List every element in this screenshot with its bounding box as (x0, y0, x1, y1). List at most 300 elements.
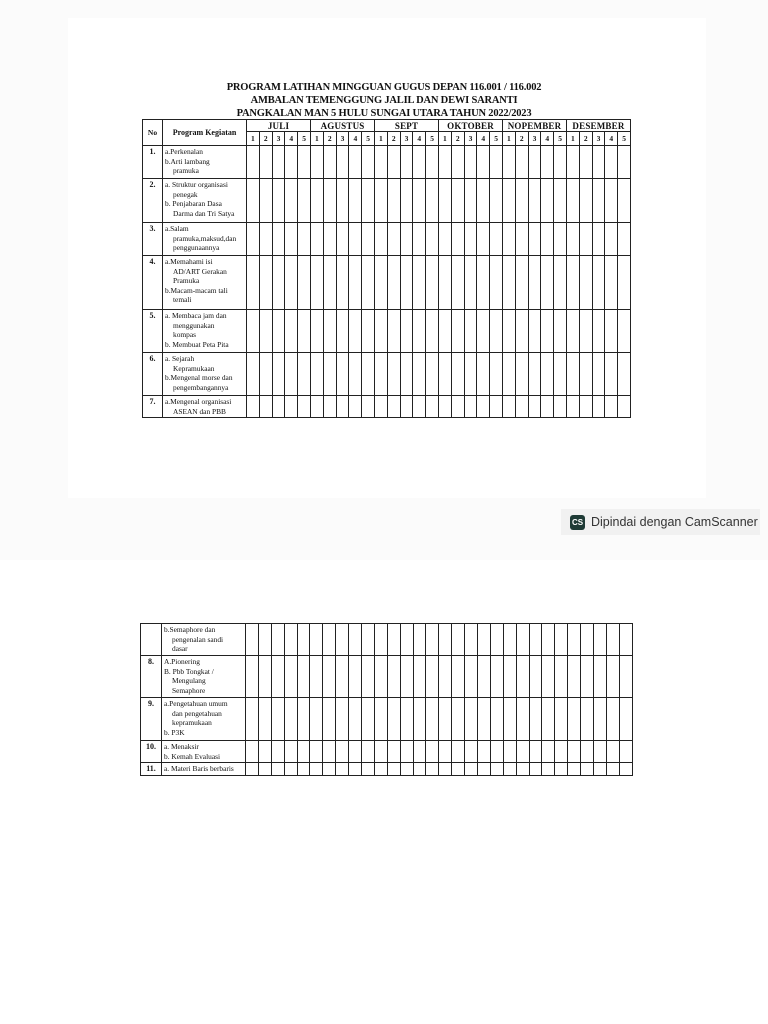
schedule-cell (375, 353, 388, 396)
schedule-cell (336, 396, 349, 418)
header-week-5-4: 4 (541, 132, 554, 146)
schedule-cell (349, 624, 362, 656)
schedule-cell (503, 256, 516, 310)
header-week-2-5: 5 (362, 132, 375, 146)
schedule-cell (567, 353, 580, 396)
schedule-cell (336, 256, 349, 310)
schedule-cell (541, 396, 554, 418)
schedule-cell (285, 256, 298, 310)
schedule-cell (298, 223, 311, 256)
schedule-cell (515, 310, 528, 353)
schedule-cell (464, 223, 477, 256)
schedule-cell (413, 353, 426, 396)
schedule-cell (387, 656, 400, 698)
schedule-cell (349, 146, 362, 179)
schedule-cell (490, 310, 503, 353)
schedule-cell (465, 624, 478, 656)
activity-line: dasar (172, 644, 188, 654)
schedule-cell (477, 146, 490, 179)
row-activity (162, 741, 246, 763)
schedule-cell (271, 741, 284, 763)
row-number: 5. (143, 310, 163, 353)
schedule-cell (387, 310, 400, 353)
schedule-cell (323, 353, 336, 396)
schedule-cell (247, 256, 260, 310)
schedule-cell (477, 396, 490, 418)
schedule-cell (554, 396, 567, 418)
schedule-cell (606, 656, 619, 698)
row-number: 10. (141, 741, 162, 763)
row-number (141, 624, 162, 656)
schedule-cell (400, 223, 413, 256)
schedule-cell (413, 223, 426, 256)
schedule-cell (387, 396, 400, 418)
schedule-cell (529, 741, 542, 763)
schedule-cell (605, 179, 618, 223)
schedule-cell (516, 656, 529, 698)
schedule-cell (426, 396, 439, 418)
activity-line: b. Kemah Evaluasi (164, 751, 221, 761)
schedule-cell (362, 656, 375, 698)
schedule-cell (542, 763, 555, 776)
schedule-cell (247, 310, 260, 353)
schedule-cell (490, 763, 503, 776)
schedule-cell (349, 353, 362, 396)
schedule-cell (374, 656, 387, 698)
schedule-cell (439, 223, 452, 256)
activity-line: b.Mengenal morse dan (165, 373, 233, 383)
document-title-line-2: AMBALAN TEMENGGUNG JALIL DAN DEWI SARANTI (250, 95, 518, 106)
row-activity (163, 310, 247, 353)
activity-line: pengenalan sandi (172, 634, 224, 644)
schedule-cell (452, 698, 465, 741)
schedule-cell (323, 256, 336, 310)
schedule-cell (592, 353, 605, 396)
activity-line: a. Struktur organisasi (165, 180, 228, 189)
schedule-cell (258, 656, 271, 698)
schedule-cell (581, 624, 594, 656)
schedule-cell (426, 763, 439, 776)
schedule-cell (285, 146, 298, 179)
schedule-cell (439, 624, 452, 656)
row-activity (163, 353, 247, 396)
schedule-cell (387, 146, 400, 179)
schedule-cell (516, 624, 529, 656)
schedule-cell (529, 624, 542, 656)
schedule-cell (465, 656, 478, 698)
schedule-cell (323, 310, 336, 353)
activity-line: a.Perkenalan (165, 147, 203, 156)
schedule-cell (464, 353, 477, 396)
activity-line: b. Membuat Peta Pita (165, 339, 229, 349)
schedule-cell (271, 763, 284, 776)
activity-line: penegak (173, 189, 198, 199)
schedule-cell (439, 656, 452, 698)
schedule-cell (259, 256, 272, 310)
schedule-cell (375, 223, 388, 256)
schedule-cell (515, 256, 528, 310)
header-week-1-2: 2 (259, 132, 272, 146)
header-week-6-2: 2 (579, 132, 592, 146)
schedule-cell (606, 741, 619, 763)
schedule-cell (413, 396, 426, 418)
schedule-cell (529, 698, 542, 741)
schedule-cell (362, 763, 375, 776)
schedule-cell (259, 310, 272, 353)
row-number: 4. (143, 256, 163, 310)
camscanner-text: Dipindai dengan CamScanner (591, 515, 758, 529)
schedule-cell (554, 223, 567, 256)
table-row (141, 698, 633, 741)
schedule-cell (400, 179, 413, 223)
schedule-cell (362, 256, 375, 310)
table-row (141, 763, 633, 776)
schedule-cell (503, 763, 516, 776)
row-activity (162, 656, 246, 698)
schedule-cell (592, 146, 605, 179)
schedule-cell (323, 698, 336, 741)
table-row (143, 310, 631, 353)
activity-line: a.Salam (165, 224, 189, 233)
schedule-cell (528, 310, 541, 353)
schedule-cell (490, 179, 503, 223)
schedule-cell (400, 763, 413, 776)
activity-line: Darma dan Tri Satya (173, 208, 235, 218)
schedule-cell (581, 698, 594, 741)
schedule-cell (298, 146, 311, 179)
schedule-cell (477, 310, 490, 353)
schedule-cell (503, 223, 516, 256)
schedule-cell (568, 741, 581, 763)
activity-line: AD/ART Gerakan (173, 266, 227, 276)
schedule-cell (515, 223, 528, 256)
schedule-cell (298, 310, 311, 353)
schedule-cell (618, 310, 631, 353)
activity-line: menggunakan (173, 320, 215, 330)
schedule-cell (362, 146, 375, 179)
row-number: 2. (143, 179, 163, 223)
schedule-cell (554, 353, 567, 396)
schedule-cell (375, 146, 388, 179)
schedule-cell (285, 223, 298, 256)
header-week-2-4: 4 (349, 132, 362, 146)
schedule-cell (439, 396, 452, 418)
schedule-cell (247, 223, 260, 256)
header-week-2-2: 2 (323, 132, 336, 146)
activity-line: temali (173, 295, 192, 305)
schedule-cell (452, 624, 465, 656)
activity-line: a.Mengenal organisasi (165, 397, 232, 406)
schedule-cell (258, 624, 271, 656)
schedule-cell (554, 256, 567, 310)
schedule-cell (285, 396, 298, 418)
schedule-cell (284, 763, 297, 776)
schedule-cell (362, 396, 375, 418)
header-week-5-2: 2 (515, 132, 528, 146)
header-month-desember: DESEMBER (567, 120, 631, 132)
schedule-cell (606, 763, 619, 776)
schedule-cell (567, 310, 580, 353)
schedule-cell (439, 741, 452, 763)
schedule-cell (375, 256, 388, 310)
schedule-cell (439, 146, 452, 179)
header-week-3-2: 2 (387, 132, 400, 146)
schedule-cell (541, 179, 554, 223)
schedule-cell (413, 698, 426, 741)
activity-line: b.Semaphore dan (164, 625, 216, 634)
schedule-cell (246, 624, 259, 656)
schedule-cell (426, 146, 439, 179)
schedule-cell (541, 223, 554, 256)
schedule-cell (413, 179, 426, 223)
schedule-cell (297, 741, 310, 763)
schedule-cell (336, 353, 349, 396)
schedule-cell (297, 656, 310, 698)
activity-line: Kepramukaan (173, 363, 215, 373)
header-month-agustus: AGUSTUS (311, 120, 375, 132)
schedule-cell (247, 353, 260, 396)
activity-line: a. Materi Baris berbaris (164, 764, 234, 774)
schedule-cell (413, 656, 426, 698)
activity-line: pramuka (173, 166, 199, 176)
schedule-cell (490, 698, 503, 741)
schedule-cell (426, 256, 439, 310)
activity-line: Pramuka (173, 276, 200, 286)
schedule-cell (503, 741, 516, 763)
schedule-cell (362, 179, 375, 223)
schedule-cell (298, 396, 311, 418)
schedule-cell (336, 763, 349, 776)
schedule-cell (374, 741, 387, 763)
schedule-cell (567, 179, 580, 223)
schedule-cell (541, 256, 554, 310)
schedule-cell (555, 741, 568, 763)
schedule-cell (387, 256, 400, 310)
schedule-cell (272, 256, 285, 310)
schedule-cell (542, 698, 555, 741)
schedule-cell (387, 698, 400, 741)
schedule-cell (606, 624, 619, 656)
schedule-cell (426, 310, 439, 353)
schedule-cell (464, 146, 477, 179)
schedule-cell (310, 624, 323, 656)
schedule-cell (490, 396, 503, 418)
schedule-cell (271, 698, 284, 741)
schedule-cell (567, 146, 580, 179)
schedule-cell (311, 396, 324, 418)
schedule-cell (515, 396, 528, 418)
schedule-cell (349, 698, 362, 741)
schedule-cell (426, 353, 439, 396)
schedule-cell (528, 179, 541, 223)
header-week-6-4: 4 (605, 132, 618, 146)
schedule-cell (259, 223, 272, 256)
schedule-cell (375, 396, 388, 418)
schedule-cell (528, 256, 541, 310)
schedule-cell (451, 396, 464, 418)
schedule-cell (490, 741, 503, 763)
schedule-cell (619, 624, 632, 656)
table-row (141, 741, 633, 763)
row-number: 11. (141, 763, 162, 776)
schedule-cell (349, 256, 362, 310)
table-row (143, 353, 631, 396)
schedule-cell (619, 656, 632, 698)
activity-line: kompas (173, 330, 196, 340)
schedule-cell (503, 179, 516, 223)
schedule-cell (374, 763, 387, 776)
schedule-cell (247, 146, 260, 179)
schedule-cell (452, 763, 465, 776)
schedule-cell (592, 310, 605, 353)
schedule-cell (555, 624, 568, 656)
table-row (143, 179, 631, 223)
schedule-cell (413, 310, 426, 353)
schedule-cell (490, 256, 503, 310)
schedule-cell (464, 256, 477, 310)
schedule-cell (541, 310, 554, 353)
schedule-cell (503, 624, 516, 656)
schedule-cell (362, 698, 375, 741)
table-row (141, 656, 633, 698)
schedule-cell (272, 396, 285, 418)
schedule-cell (618, 256, 631, 310)
schedule-cell (541, 353, 554, 396)
schedule-cell (271, 656, 284, 698)
schedule-cell (336, 223, 349, 256)
activity-line: a. Membaca jam dan (165, 311, 227, 320)
schedule-cell (349, 763, 362, 776)
schedule-cell (503, 353, 516, 396)
table-row (141, 624, 633, 656)
schedule-cell (555, 698, 568, 741)
schedule-cell (311, 310, 324, 353)
document-title-line-3: PANGKALAN MAN 5 HULU SUNGAI UTARA TAHUN 2022/2023 (236, 108, 532, 119)
schedule-cell (271, 624, 284, 656)
header-week-3-1: 1 (375, 132, 388, 146)
row-number: 8. (141, 656, 162, 698)
schedule-cell (336, 741, 349, 763)
schedule-cell (554, 310, 567, 353)
schedule-table-page-2 (140, 623, 633, 776)
schedule-cell (310, 698, 323, 741)
schedule-cell (336, 656, 349, 698)
row-number: 3. (143, 223, 163, 256)
schedule-cell (297, 698, 310, 741)
header-week-6-5: 5 (618, 132, 631, 146)
schedule-cell (541, 146, 554, 179)
header-week-5-5: 5 (554, 132, 567, 146)
table-row (143, 223, 631, 256)
schedule-cell (592, 179, 605, 223)
table-row (143, 146, 631, 179)
schedule-cell (477, 256, 490, 310)
schedule-cell (272, 146, 285, 179)
schedule-cell (259, 146, 272, 179)
schedule-cell (323, 656, 336, 698)
schedule-cell (362, 741, 375, 763)
schedule-cell (579, 310, 592, 353)
schedule-cell (581, 656, 594, 698)
schedule-cell (579, 353, 592, 396)
schedule-cell (579, 146, 592, 179)
header-week-4-5: 5 (490, 132, 503, 146)
schedule-cell (555, 656, 568, 698)
schedule-cell (594, 763, 607, 776)
schedule-cell (465, 741, 478, 763)
schedule-cell (605, 310, 618, 353)
schedule-cell (490, 353, 503, 396)
schedule-cell (581, 763, 594, 776)
schedule-cell (285, 179, 298, 223)
schedule-cell (490, 223, 503, 256)
activity-line: a.Memahami isi (165, 257, 213, 266)
header-no: No (143, 120, 163, 146)
activity-line: a. Sejarah (165, 354, 195, 363)
schedule-cell (336, 624, 349, 656)
row-activity (163, 179, 247, 223)
schedule-cell (465, 698, 478, 741)
header-month-oktober: OKTOBER (439, 120, 503, 132)
activity-line: b.Macam-macam tali (165, 285, 228, 295)
schedule-cell (413, 624, 426, 656)
row-activity (162, 624, 246, 656)
header-month-juli: JULI (247, 120, 311, 132)
schedule-cell (594, 698, 607, 741)
schedule-cell (375, 179, 388, 223)
schedule-cell (246, 656, 259, 698)
schedule-cell (323, 146, 336, 179)
schedule-cell (528, 223, 541, 256)
schedule-cell (594, 656, 607, 698)
row-number: 7. (143, 396, 163, 418)
activity-line: pengembangannya (173, 382, 229, 392)
schedule-cell (426, 741, 439, 763)
header-week-1-4: 4 (285, 132, 298, 146)
schedule-cell (310, 763, 323, 776)
row-activity (163, 256, 247, 310)
schedule-cell (400, 146, 413, 179)
schedule-cell (349, 396, 362, 418)
schedule-cell (579, 179, 592, 223)
header-week-2-3: 3 (336, 132, 349, 146)
row-activity (162, 763, 246, 776)
schedule-cell (258, 698, 271, 741)
schedule-cell (272, 353, 285, 396)
schedule-cell (439, 698, 452, 741)
schedule-cell (503, 656, 516, 698)
schedule-cell (246, 698, 259, 741)
header-week-2-1: 1 (311, 132, 324, 146)
schedule-cell (451, 223, 464, 256)
schedule-cell (503, 310, 516, 353)
schedule-cell (400, 624, 413, 656)
schedule-cell (426, 698, 439, 741)
schedule-cell (362, 624, 375, 656)
schedule-cell (515, 353, 528, 396)
schedule-cell (542, 624, 555, 656)
schedule-cell (413, 763, 426, 776)
schedule-cell (477, 353, 490, 396)
schedule-cell (349, 223, 362, 256)
schedule-cell (284, 624, 297, 656)
header-week-6-3: 3 (592, 132, 605, 146)
schedule-cell (400, 396, 413, 418)
schedule-cell (478, 763, 491, 776)
schedule-cell (258, 741, 271, 763)
schedule-cell (464, 310, 477, 353)
schedule-cell (516, 763, 529, 776)
